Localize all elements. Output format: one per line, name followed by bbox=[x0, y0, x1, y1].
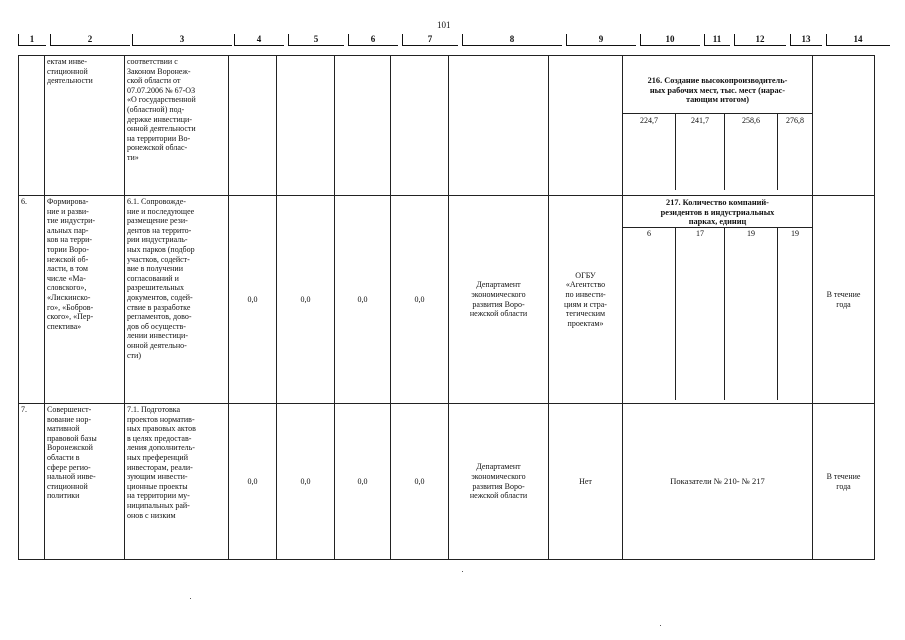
column-number: 7 bbox=[427, 34, 433, 44]
executor-cell: Департамент экономического развития Воро- нежской области bbox=[449, 196, 549, 404]
value-col4: 0,0 bbox=[229, 404, 277, 560]
indicator-216-title: 216. Создание высокопроизводитель- ных рабочих мест, тыс. мест (нарас- тающим итогом) bbox=[647, 76, 788, 104]
column-number: 4 bbox=[256, 34, 262, 44]
value-col5: 0,0 bbox=[277, 404, 335, 560]
participant-cell: ОГБУ «Агентство по инвести- циям и стра- тегическим проектам» bbox=[549, 196, 623, 404]
column-number: 12 bbox=[755, 34, 765, 44]
value-col7: 0,0 bbox=[391, 404, 449, 560]
row-number: 6. bbox=[19, 196, 45, 404]
term-cell: В течение года bbox=[813, 404, 875, 560]
indicator-216-value: 276,8 bbox=[786, 115, 804, 125]
row-name-cell: Формирова- ние и разви- тие индустри- альных пар- ков на терри- тории Воро- нежской об- ласти, в том числе «Ма- словского», «Лискинско- го», «Бобров- ского», «Пер- спектива» bbox=[45, 196, 125, 404]
indicator-217-value: 19 bbox=[725, 228, 778, 400]
indicator-216-value: 258,6 bbox=[725, 114, 778, 190]
value-col6: 0,0 bbox=[335, 404, 391, 560]
column-number: 14 bbox=[853, 34, 863, 44]
indicator-217-value: 6 bbox=[623, 228, 676, 400]
program-table bbox=[18, 55, 875, 560]
indicator-reference-cell: Показатели № 210- № 217 bbox=[623, 404, 813, 560]
value-col5: 0,0 bbox=[277, 196, 335, 404]
column-number: 9 bbox=[598, 34, 604, 44]
indicator-216-value: 241,7 bbox=[676, 114, 725, 190]
column-number: 11 bbox=[712, 34, 722, 44]
indicator-217-title: 217. Количество компаний- резидентов в индустриальных парках, единиц bbox=[660, 198, 775, 226]
indicator-216-value: 224,7 bbox=[623, 114, 676, 190]
value-col7: 0,0 bbox=[391, 196, 449, 404]
row-name-cell: Совершенст- вование нор- мативной правовой базы Воронежской области в сфере регио- нальной инве- стиционной политики bbox=[45, 404, 125, 560]
column-number: 6 bbox=[370, 34, 376, 44]
column-number: 8 bbox=[509, 34, 515, 44]
row-number bbox=[19, 56, 45, 196]
column-number: 3 bbox=[179, 34, 185, 44]
indicator-217-value: 17 bbox=[676, 228, 725, 400]
indicator-217-cell bbox=[623, 196, 813, 404]
table-row-6 bbox=[19, 196, 875, 404]
executor-cell: Департамент экономического развития Воро- нежской области bbox=[449, 404, 549, 560]
indicator-217-value: 19 bbox=[791, 228, 799, 238]
column-number: 5 bbox=[313, 34, 319, 44]
table-row-continuation bbox=[19, 56, 875, 196]
row-action-cell: 6.1. Сопровожде- ние и последующее размещение рези- дентов на террито- рии индустриаль- ных парков (подбор участков, содейст- вие в получении согласований и разрешительных документов, содей- ствие в разработке регламентов, дово- дов об осуществ- лении инвестици- онной деятельно- сти) bbox=[125, 196, 229, 404]
row-name-cell: ектам инве- стиционной деятельности bbox=[45, 56, 125, 196]
column-number: 2 bbox=[87, 34, 93, 44]
column-number: 1 bbox=[29, 34, 35, 44]
page-number: 101 bbox=[437, 20, 451, 30]
term-cell: В течение года bbox=[813, 196, 875, 404]
indicator-216-cell bbox=[623, 56, 813, 196]
column-number: 13 bbox=[801, 34, 811, 44]
value-col4: 0,0 bbox=[229, 196, 277, 404]
table-row-7 bbox=[19, 404, 875, 560]
column-number: 10 bbox=[665, 34, 675, 44]
row-action-cell: соответствии с Законом Воронеж- ской области от 07.07.2006 № 67-ОЗ «О государственной (областной) под- держке инвестици- онной деятельности на территории Во- ронежской облас- ти» bbox=[125, 56, 229, 196]
participant-cell: Нет bbox=[549, 404, 623, 560]
row-action-cell: 7.1. Подготовка проектов норматив- ных правовых актов в целях предостав- ления дополнитель- ных преференций инвесторам, реали- зующим инвести- ционные проекты на территории му- ниципальных рай- онов с низким bbox=[125, 404, 229, 560]
row-number: 7. bbox=[19, 404, 45, 560]
value-col6: 0,0 bbox=[335, 196, 391, 404]
